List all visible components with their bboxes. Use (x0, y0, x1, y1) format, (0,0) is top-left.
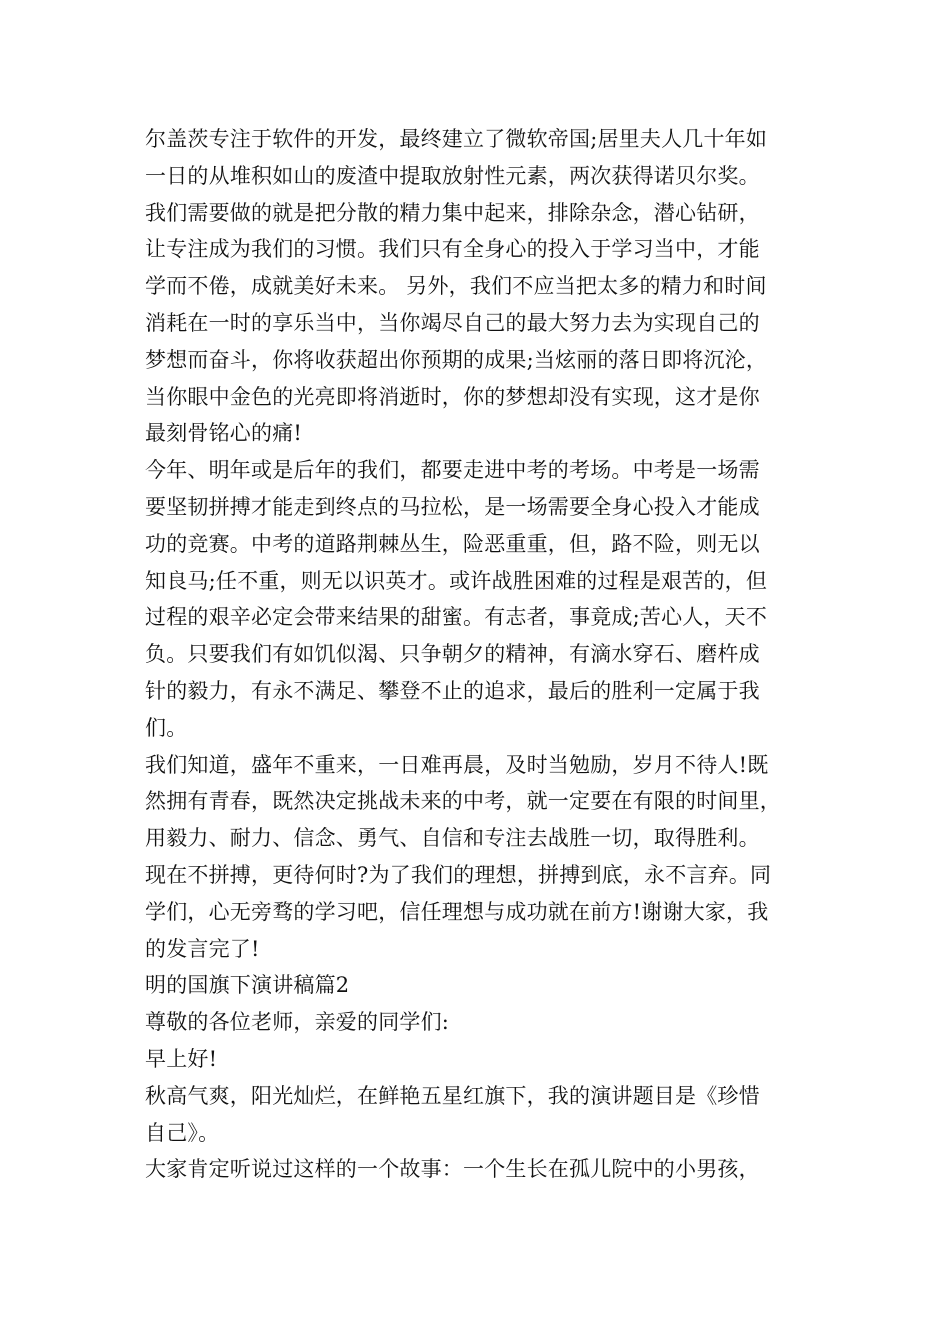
text-line: 功的竞赛。中考的道路荆棘丛生，险恶重重，但，路不险，则无以 (145, 531, 760, 556)
text-line: 现在不拼搏，更待何时?为了我们的理想，拼搏到底，永不言弃。同 (145, 862, 772, 887)
text-line: 针的毅力，有永不满足、攀登不止的追求，最后的胜利一定属于我 (145, 678, 760, 703)
text-line: 一日的从堆积如山的废渣中提取放射性元素，两次获得诺贝尔奖。 (145, 163, 760, 188)
greeting: 早上好! (145, 1046, 218, 1071)
text-line: 学们，心无旁骛的学习吧，信任理想与成功就在前方!谢谢大家，我 (145, 899, 769, 924)
text-line: 今年、明年或是后年的我们，都要走进中考的考场。中考是一场需 (145, 458, 760, 483)
text-line: 的发言完了! (145, 936, 260, 961)
section-heading: 明的国旗下演讲稿篇2 (145, 973, 350, 998)
text-line: 秋高气爽，阳光灿烂，在鲜艳五星红旗下，我的演讲题目是《珍惜 (145, 1083, 760, 1108)
salutation: 尊敬的各位老师，亲爱的同学们: (145, 1010, 450, 1035)
text-line: 用毅力、耐力、信念、勇气、自信和专注去战胜一切，取得胜利。 (145, 826, 760, 851)
text-line: 我们知道，盛年不重来，一日难再晨，及时当勉励，岁月不待人!既 (145, 752, 769, 777)
text-line: 尔盖茨专注于软件的开发，最终建立了微软帝国;居里夫人几十年如 (145, 127, 768, 151)
text-line: 消耗在一时的享乐当中，当你竭尽自己的最大努力去为实现自己的 (145, 310, 760, 335)
text-line: 然拥有青春，既然决定挑战未来的中考，就一定要在有限的时间里， (145, 789, 781, 814)
text-line: 大家肯定听说过这样的一个故事：一个生长在孤儿院中的小男孩， (145, 1157, 760, 1182)
text-line: 负。只要我们有如饥似渴、只争朝夕的精神，有滴水穿石、磨杵成 (145, 642, 760, 667)
text-line: 过程的艰辛必定会带来结果的甜蜜。有志者，事竟成;苦心人，天不 (145, 605, 768, 630)
text-line: 让专注成为我们的习惯。我们只有全身心的投入于学习当中，才能 (145, 237, 760, 262)
text-line: 自己》。 (145, 1120, 220, 1145)
text-line: 知良马;任不重，则无以识英才。或许战胜困难的过程是艰苦的，但 (145, 568, 768, 593)
text-line: 最刻骨铭心的痛! (145, 421, 303, 446)
text-line: 梦想而奋斗，你将收获超出你预期的成果;当炫丽的落日即将沉沦， (145, 347, 768, 372)
text-line: 当你眼中金色的光亮即将消逝时，你的梦想却没有实现，这才是你 (145, 384, 760, 409)
text-line: 我们需要做的就是把分散的精力集中起来，排除杂念，潜心钻研， (145, 200, 760, 225)
text-line: 要坚韧拼搏才能走到终点的马拉松，是一场需要全身心投入才能成 (145, 494, 760, 519)
text-line: 们。 (145, 715, 188, 740)
document-body (145, 121, 815, 1188)
text-line: 学而不倦，成就美好未来。 另外，我们不应当把太多的精力和时间 (145, 274, 767, 299)
